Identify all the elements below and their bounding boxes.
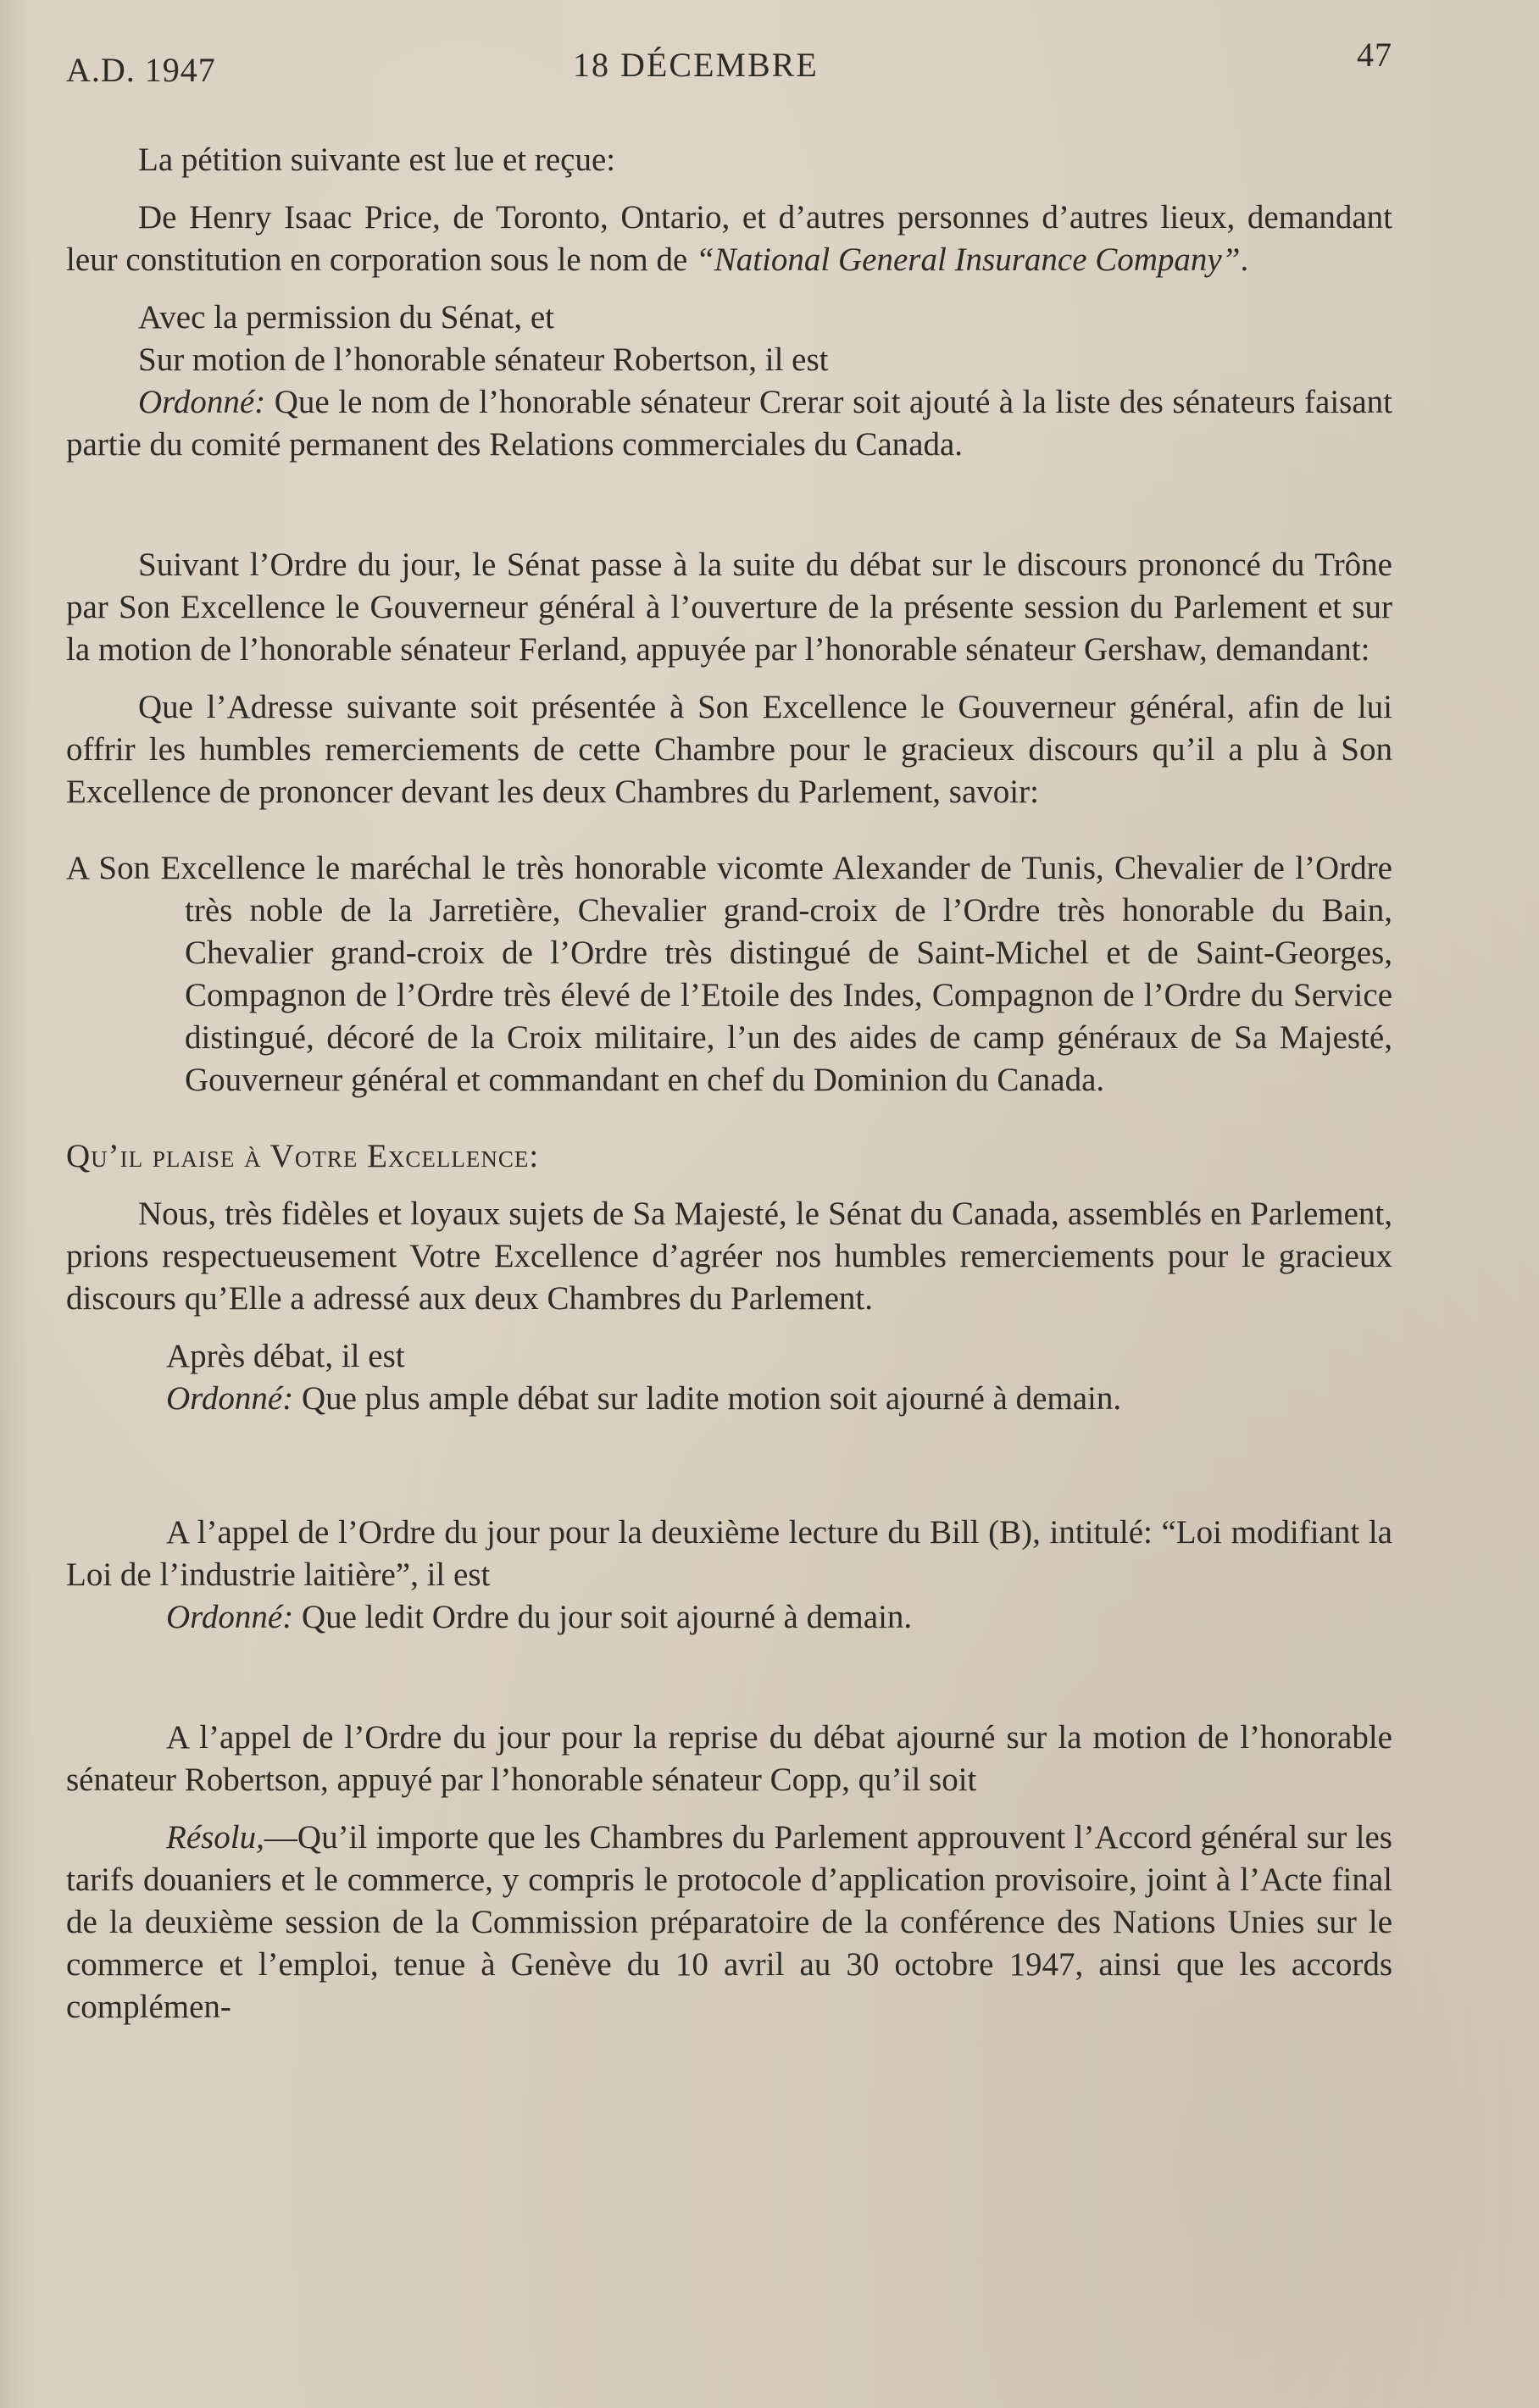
ordered-text: Que le nom de l’honorable sénateur Crerar soit ajouté à la liste des sénateurs faisant partie du comité permanent des Relations commerciales du Canada. [66,384,1392,463]
header-year: A.D. 1947 [66,51,216,89]
ordered-text: Que ledit Ordre du jour soit ajourné à demain. [293,1599,913,1635]
ordered-label: Ordonné: [138,384,266,420]
running-header [66,34,1392,102]
motion1-line2: Sur motion de l’honorable sénateur Robertson, il est [138,341,829,378]
ordered-text: Que plus ample débat sur ladite motion soit ajourné à demain. [293,1380,1122,1417]
ordered-label: Ordonné: [166,1599,294,1635]
bill-b-para: A l’appel de l’Ordre du jour pour la deuxième lecture du Bill (B), intitulé: “Loi modifiant la Loi de l’industrie laitière”, il est [66,1514,1392,1593]
salutation: Qu’il plaise à Votre Excellence: [66,1138,540,1174]
throne-para3: Nous, très fidèles et loyaux sujets de Sa Majesté, le Sénat du Canada, assemblés en Parlement, prions respectueusement Votre Excellence d’agréer nos humbles remerciements pour le gracieux discours qu’Elle a adressé aux deux Chambres du Parlement. [66,1196,1392,1317]
bill-b-ordered [166,1596,1392,1639]
after-debate: Après débat, il est [166,1338,405,1374]
petition-company-name: “National General Insurance Company” [696,241,1241,278]
throne-para2: Que l’Adresse suivante soit présentée à Son Excellence le Gouverneur général, afin de lui offrir les humbles remerciements de cette Chambre pour le gracieux discours qu’il a plu à Son Excellence de prononcer devant les deux Chambres du Parlement, savoir: [66,689,1392,810]
throne-ordered [166,1378,1392,1420]
resolved-text: —Qu’il importe que les Chambres du Parlement approuvent l’Accord général sur les tarifs douaniers et le commerce, y compris le protocole d’application provisoire, joint à l’Acte final de la deuxième session de la Commission préparatoire de la conférence des Nations Unies sur le commerce et l’emploi, tenue à Genève du 10 avril au 30 octobre 1947, ainsi que les accords complémen- [66,1819,1392,2025]
petition-text-before: De Henry Isaac Price, de Toronto, Ontario, et d’autres personnes d’autres lieux, demandant leur constitution en corporation sous le nom de [66,199,1392,278]
ordered-label: Ordonné: [166,1380,294,1417]
page-content [66,34,1392,2028]
resolved-label: Résolu, [166,1819,264,1856]
bill-b-ordered-block [66,1596,1392,1639]
motion1-ordered [66,381,1392,466]
petition-intro: La pétition suivante est lue et reçue: [138,141,616,178]
page-number: 47 [1357,36,1392,74]
throne-ordered-block [66,1335,1392,1420]
petition-text [66,197,1392,281]
accord-resolved [66,1817,1392,2028]
throne-para1: Suivant l’Ordre du jour, le Sénat passe à la suite du débat sur le discours prononcé du Trône par Son Excellence le Gouverneur général à l’ouverture de la présente session du Parlement et sur la motion de l’honorable sénateur Ferland, appuyée par l’honorable sénateur Gershaw, demandant: [66,547,1392,668]
petition-text-after: . [1240,241,1249,278]
header-date: 18 DÉCEMBRE [573,46,819,84]
accord-para: A l’appel de l’Ordre du jour pour la reprise du débat ajourné sur la motion de l’honorable sénateur Robertson, appuyé par l’honorable sénateur Copp, qu’il soit [66,1719,1392,1798]
address-to-governor-general: A Son Excellence le maréchal le très honorable vicomte Alexander de Tunis, Chevalier de l’Ordre très noble de la Jarretière, Chevalier grand-croix de l’Ordre très honorable du Bain, Chevalier grand-croix de l’Ordre très distingué de Saint-Michel et de Saint-Georges, Compagnon de l’Ordre très élevé de l’Etoile des Indes, Compagnon de l’Ordre du Service distingué, décoré de la Croix militaire, l’un des aides de camp généraux de Sa Majesté, Gouverneur général et commandant en chef du Dominion du Canada. [66,850,1392,1098]
motion1-line1: Avec la permission du Sénat, et [138,299,554,336]
